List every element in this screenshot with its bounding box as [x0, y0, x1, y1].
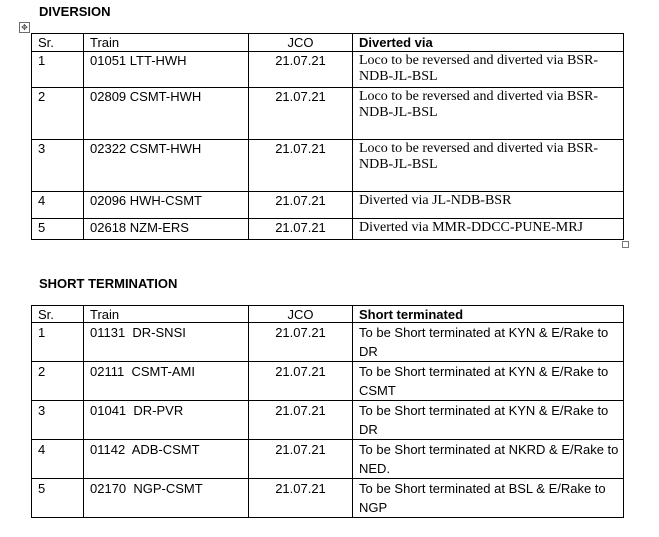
column-header-train: Train [84, 306, 249, 323]
diversion-heading: DIVERSION [39, 4, 111, 19]
diverted-via-cell: Diverted via MMR-DDCC-PUNE-MRJ [353, 219, 624, 240]
train-cell: 02096 HWH-CSMT [84, 192, 249, 219]
train-cell: 02322 CSMT-HWH [84, 140, 249, 192]
short-terminated-cell: To be Short terminated at KYN & E/Rake to DR [353, 401, 624, 440]
short-terminated-cell: To be Short terminated at KYN & E/Rake to CSMT [353, 362, 624, 401]
short-terminated-cell: To be Short terminated at BSL & E/Rake to NGP [353, 479, 624, 518]
diversion-table [31, 33, 624, 240]
short-terminated-cell: To be Short terminated at KYN & E/Rake to DR [353, 323, 624, 362]
table-row [32, 140, 624, 192]
column-header-jco: JCO [249, 306, 353, 323]
table-header-row [32, 306, 624, 323]
table-header-row [32, 34, 624, 52]
column-header-train: Train [84, 34, 249, 52]
short-terminated-cell: To be Short terminated at NKRD & E/Rake to NED. [353, 440, 624, 479]
sr-cell: 4 [32, 192, 84, 219]
jco-cell: 21.07.21 [249, 401, 353, 440]
jco-cell: 21.07.21 [249, 219, 353, 240]
sr-cell: 5 [32, 219, 84, 240]
sr-cell: 3 [32, 401, 84, 440]
train-cell: 02111 CSMT-AMI [84, 362, 249, 401]
diverted-via-cell: Loco to be reversed and diverted via BSR-NDB-JL-BSL [353, 52, 624, 88]
column-header-diverted-via: Diverted via [353, 34, 624, 52]
sr-cell: 4 [32, 440, 84, 479]
sr-cell: 2 [32, 362, 84, 401]
table-row [32, 440, 624, 479]
column-header-sr: Sr. [32, 34, 84, 52]
train-cell: 02809 CSMT-HWH [84, 88, 249, 140]
table-row [32, 362, 624, 401]
short-termination-heading: SHORT TERMINATION [39, 276, 178, 291]
jco-cell: 21.07.21 [249, 88, 353, 140]
jco-cell: 21.07.21 [249, 362, 353, 401]
train-cell: 01051 LTT-HWH [84, 52, 249, 88]
jco-cell: 21.07.21 [249, 440, 353, 479]
sr-cell: 2 [32, 88, 84, 140]
sr-cell: 3 [32, 140, 84, 192]
column-header-short-terminated: Short terminated [353, 306, 624, 323]
train-cell: 02170 NGP-CSMT [84, 479, 249, 518]
table-row [32, 192, 624, 219]
train-cell: 01041 DR-PVR [84, 401, 249, 440]
table-row [32, 52, 624, 88]
column-header-jco: JCO [249, 34, 353, 52]
jco-cell: 21.07.21 [249, 479, 353, 518]
table-row [32, 219, 624, 240]
short-termination-table [31, 305, 624, 518]
table-resize-handle[interactable] [622, 241, 629, 248]
table-row [32, 401, 624, 440]
train-cell: 02618 NZM-ERS [84, 219, 249, 240]
table-row [32, 479, 624, 518]
jco-cell: 21.07.21 [249, 52, 353, 88]
sr-cell: 1 [32, 52, 84, 88]
sr-cell: 1 [32, 323, 84, 362]
train-cell: 01142 ADB-CSMT [84, 440, 249, 479]
train-cell: 01131 DR-SNSI [84, 323, 249, 362]
table-row [32, 88, 624, 140]
table-move-handle-icon[interactable]: ✥ [19, 22, 30, 33]
diverted-via-cell: Loco to be reversed and diverted via BSR-NDB-JL-BSL [353, 88, 624, 140]
jco-cell: 21.07.21 [249, 140, 353, 192]
table-row [32, 323, 624, 362]
jco-cell: 21.07.21 [249, 192, 353, 219]
diverted-via-cell: Loco to be reversed and diverted via BSR-NDB-JL-BSL [353, 140, 624, 192]
column-header-sr: Sr. [32, 306, 84, 323]
diverted-via-cell: Diverted via JL-NDB-BSR [353, 192, 624, 219]
sr-cell: 5 [32, 479, 84, 518]
jco-cell: 21.07.21 [249, 323, 353, 362]
